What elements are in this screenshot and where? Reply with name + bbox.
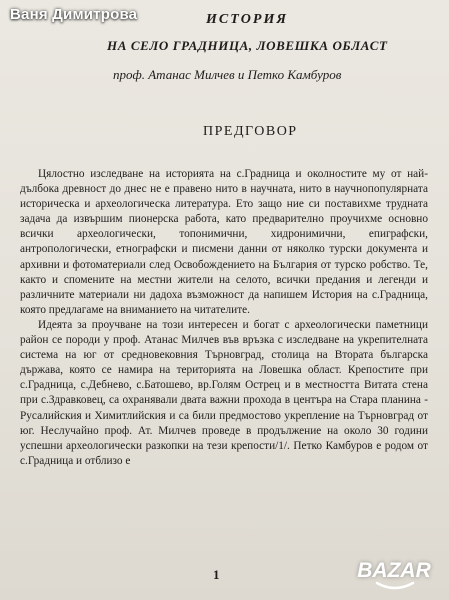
watermark-username: Ваня Димитрова bbox=[10, 6, 138, 23]
document-authors: проф. Атанас Милчев и Петко Камбуров bbox=[113, 67, 342, 82]
smile-icon bbox=[375, 581, 415, 591]
document-subtitle: НА СЕЛО ГРАДНИЦА, ЛОВЕШКА ОБЛАСТ bbox=[107, 38, 388, 53]
site-watermark-logo bbox=[342, 557, 446, 593]
paragraph: Цялостно изследване на историята на с.Градница и околностите му от най-дълбока древност до днес не е правено нито в научната, нито в научнопопулярната историческа и археологическа литература. Ето защо ние си поставихме трудната задача да извършим пионерска работа, като предварително проучихме основно всички археологически, топонимични, хидронимични, епиграфски, антропологически, етнографски и писмени данни от няколко турски документа и архивни и фотоматериали след Освобождението на България от турско робство. Те, както и спомените на местни жители на селото, всички предания и легенди и различните материали ни дадоха възможност да напишем История на с.Градница, която предлагаме на вниманието на читателите. bbox=[20, 168, 428, 316]
page-number: 1 bbox=[213, 567, 220, 582]
document-title: ИСТОРИЯ bbox=[206, 12, 288, 27]
paragraph: Идеята за проучване на този интересен и богат с археологически паметници район се породи у проф. Атанас Милчев във връзка с изследване на укрепителната система на юг от средновековния Търновград, столица на Втората българска държава, която се намира на територията на Ловешка област. Крепостите при с.Градница, с.Дебнево, с.Батошево, вр.Голям Острец и в местността Витата стена при с.Здравковец, са охранявали двата важни прохода в центъра на Стара планина - Русалийския и Химитлийския и са били предмостово укрепление на Търновград от юг. Неслучайно проф. Ат. Милчев проведе в продължение на около 30 години успешни археологически разкопки на тези крепости/1/. Петко Камбуров е родом от с.Градница и отблизо е bbox=[20, 318, 428, 467]
body-text bbox=[20, 167, 428, 469]
section-heading: ПРЕДГОВОР bbox=[203, 124, 298, 139]
logo-text: BAZAR bbox=[357, 559, 431, 582]
